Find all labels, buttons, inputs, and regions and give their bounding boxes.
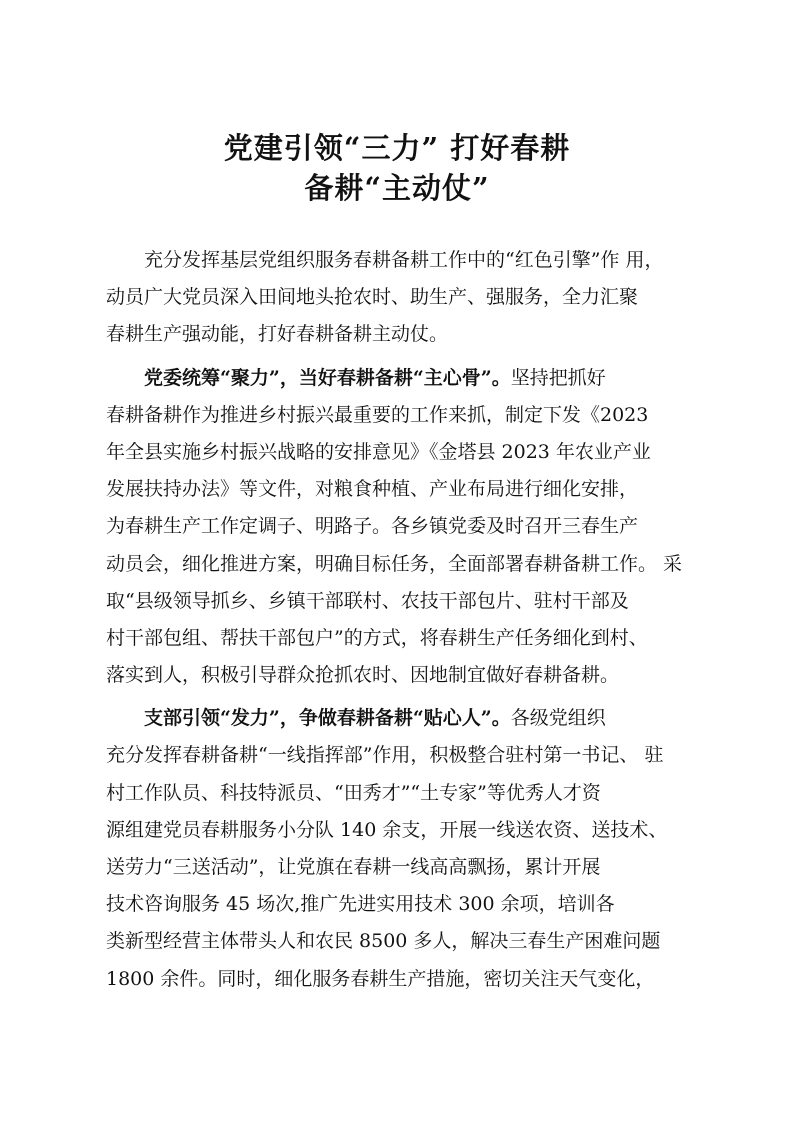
paragraph-line: 动员会，细化推进方案，明确目标任务，全面部署春耕备耕工作。 采 [106,552,683,575]
document-body [106,242,706,998]
paragraph-line: 动员广大党员深入田间地头抢农时、助生产、强服务，全力汇聚 [106,286,639,309]
paragraph-line: 取“县级领导抓乡、乡镇干部联村、农技干部包片、驻村干部及 [106,589,629,612]
paragraph-line: 充分发挥春耕备耕“一线指挥部”作用，积极整合驻村第一书记、 驻 [106,744,664,767]
paragraph-lead-heading: 支部引领“发力”，争做春耕备耕“贴心人”。 [144,707,511,730]
paragraph-lead-heading: 党委统筹“聚力”，当好春耕备耕“主心骨”。 [144,366,511,389]
title-line-2: 备耕“主动仗” [304,171,490,205]
title-line-1: 党建引领“三力” 打好春耕 [223,131,571,165]
paragraph-line: 类新型经营主体带头人和农民 8500 多人，解决三春生产困难问题 [106,930,661,953]
paragraph-line: 落实到人，积极引导群众抢抓农时、因地制宜做好春耕备耕。 [106,664,620,687]
paragraph-intro [106,242,706,354]
paragraph-line: 各级党组织 [510,707,606,730]
paragraph-line: 送劳力“三送活动”，让党旗在春耕一线高高飘扬，累计开展 [106,856,601,878]
paragraph-line: 春耕生产强动能，打好春耕备耕主动仗。 [106,323,449,346]
paragraph-line: 坚持把抓好 [510,366,606,389]
paragraph-line: 为春耕生产工作定调子、明路子。各乡镇党委及时召开三春生产 [106,515,639,538]
paragraph-line: 春耕备耕作为推进乡村振兴最重要的工作来抓，制定下发《2023 [106,403,649,426]
paragraph-line: 源组建党员春耕服务小分队 140 余支，开展一线送农资、送技术、 [106,818,668,841]
paragraph-first-line [106,360,706,397]
paragraph-line: 年全县实施乡村振兴战略的安排意见》《金塔县 2023 年农业产业 [106,440,651,463]
paragraph-branch [106,700,706,998]
paragraph-first-line [106,700,706,737]
paragraph-line: 充分发挥基层党组织服务春耕备耕工作中的“红色引擎”作 用， [144,249,664,271]
paragraph-line: 1800 余件。同时，细化服务春耕生产措施，密切关注天气变化， [106,967,655,990]
paragraph-party-committee [106,360,706,695]
paragraph-line: 技术咨询服务 45 场次,推广先进实用技术 300 余项，培训各 [106,893,615,916]
paragraph-line: 村干部包组、帮扶干部包户”的方式，将春耕生产任务细化到村、 [106,626,648,649]
paragraph-line: 村工作队员、科技特派员、“田秀才”“土专家”等优秀人才资 [106,781,601,804]
document-title [0,128,794,208]
paragraph-line: 发展扶持办法》等文件，对粮食种植、产业布局进行细化安排， [106,478,639,501]
